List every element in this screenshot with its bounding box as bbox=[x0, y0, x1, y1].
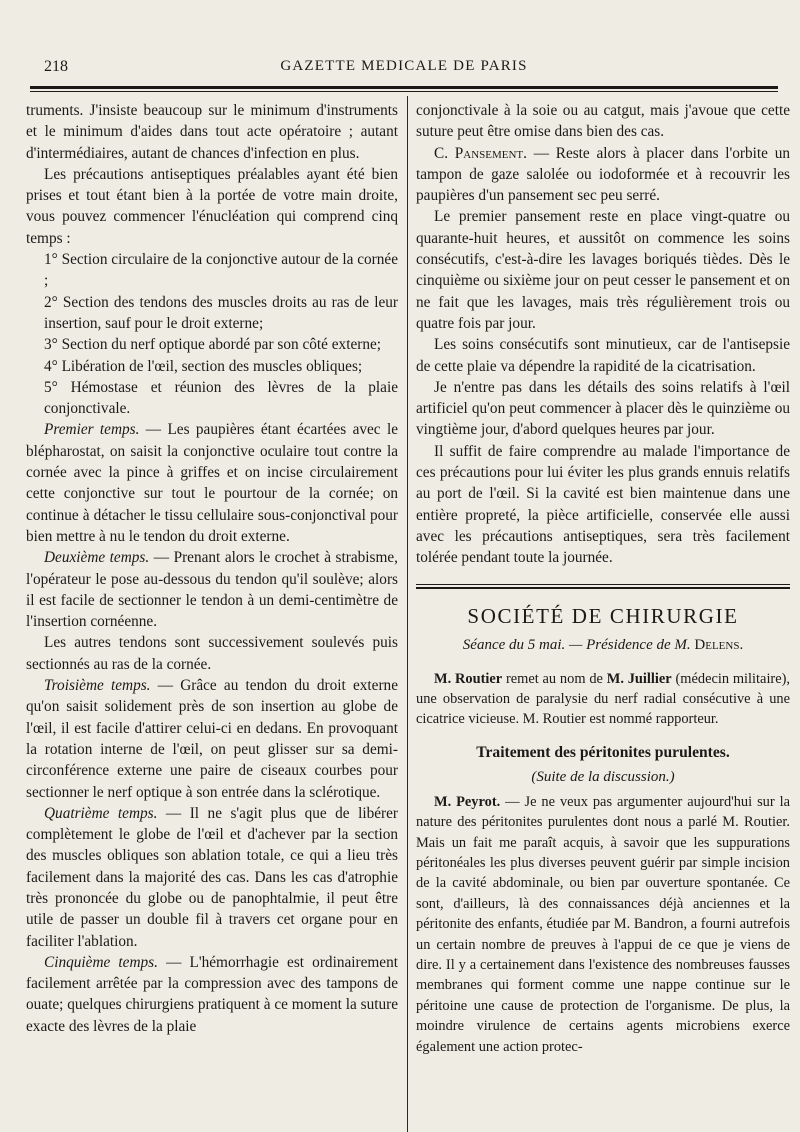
first-stage-text: — Les paupières étant écartées avec le blépharostat, on saisit la conjonctive oculaire tout contre la cornée avec la pince à griffes et on incise circulairement cette conjonctive sur tout le pourtour de la cornée; on continue à détacher le tissu cellulaire sous-conjonctival pour bien mettre à nu le tendon du droit externe. bbox=[26, 421, 398, 545]
right-column bbox=[416, 100, 790, 1057]
section-separator bbox=[416, 581, 790, 595]
paragraph: Je n'entre pas dans les détails des soins relatifs à l'œil artificiel qu'on peut commencer à placer dès le quinzième ou vingtième jour, d'abord quelques heures par jour. bbox=[416, 378, 790, 439]
pansement-text: — Reste alors à placer dans l'orbite un tampon de gaze salolée ou iodoformée et à recouvrir les paupières d'un pansement sec peu serré. bbox=[416, 144, 790, 205]
second-stage-paragraph bbox=[26, 547, 398, 632]
routier-mid: remet au nom de bbox=[502, 670, 607, 687]
third-stage-label: Troisième temps. bbox=[44, 677, 151, 695]
routier-rest: (médecin militaire), une observation de paralysie du nerf radial consécutive à une cicatrice vicieuse. M. Routier est nommé rapporteur. bbox=[416, 670, 791, 728]
fourth-stage-label: Quatrième temps. bbox=[44, 804, 158, 822]
header-rule-thin bbox=[30, 91, 778, 92]
step-3: 3° Section du nerf optique abordé par son côté externe; bbox=[44, 336, 382, 354]
fourth-stage-paragraph bbox=[26, 803, 398, 952]
fifth-stage-label: Cinquième temps. bbox=[44, 953, 158, 971]
fifth-stage-paragraph bbox=[26, 952, 398, 1037]
session-president: Delens. bbox=[694, 636, 744, 653]
step-5: 5° Hémostase et réunion des lèvres de la plaie conjonctivale. bbox=[44, 378, 398, 418]
first-stage-label: Premier temps. bbox=[44, 421, 140, 439]
juillier-name: M. Juillier bbox=[606, 670, 672, 687]
separator-line-thin bbox=[416, 584, 790, 585]
step-1: 1° Section circulaire de la conjonctive autour de la cornée ; bbox=[44, 251, 398, 290]
section-title: SOCIÉTÉ DE CHIRURGIE bbox=[467, 603, 739, 628]
first-stage-paragraph bbox=[26, 419, 398, 547]
pansement-label: C. Pansement. bbox=[434, 144, 527, 162]
paragraph: Les autres tendons sont successivement soulevés puis sectionnés au ras de la cornée. bbox=[26, 634, 398, 673]
step-2: 2° Section des tendons des muscles droits au ras de leur insertion, sauf pour le droit externe; bbox=[44, 293, 398, 332]
routier-paragraph bbox=[416, 669, 790, 730]
third-stage-text: — Grâce au tendon du droit externe qu'on saisit solidement près de son insertion au globe de l'œil, il est facile d'attirer celui-ci en dedans. En provoquant la rotation interne de l'œil, on peut glisser sur sa demi-circonférence externe une paire de ciseaux courbes pour sectionner le nerf optique à son entrée dans la sclérotique. bbox=[26, 677, 398, 801]
session-line bbox=[416, 635, 790, 655]
paragraph: truments. J'insiste beaucoup sur le minimum d'instruments et le minimum d'aides dans tout acte opératoire ; autant d'intermédiaires, autant de chances d'infection en plus. bbox=[26, 102, 398, 162]
peyrot-name: M. Peyrot. bbox=[434, 793, 501, 810]
subheading: Traitement des péritonites purulentes. bbox=[476, 743, 730, 761]
header-rule-thick bbox=[30, 86, 778, 89]
paragraph: Le premier pansement reste en place vingt-quatre ou quarante-huit heures, et aussitôt on commence les soins consécutifs, c'est-à-dire les lavages boriqués tièdes. Dès le cinquième ou sixième jour on peut cesser le pansement et on ne fait que les lavages, mais très régulièrement trois ou quatre fois par jour. bbox=[416, 208, 790, 332]
left-column bbox=[26, 100, 398, 1037]
paragraph: conjonctivale à la soie ou au catgut, mais j'avoue que cette suture peut être omise dans bien des cas. bbox=[416, 102, 790, 141]
pansement-paragraph bbox=[416, 143, 790, 207]
peyrot-text: — Je ne veux pas argumenter aujourd'hui sur la nature des péritonites purulentes dont nous a parlé M. Routier. Mais un fait me paraît acquis, à savoir que les suppurations péritonéales les plus diverses peuvent guérir par simple incision de la cavité abdominale, ou bien par ouverture spontanée. Ce sont, d'ailleurs, là des connaissances déjà anciennes et la péritonite des enfants, étudiée par M. Bandron, a fourni autrefois un certain nombre de preuves à l'appui de ce que je viens de dire. Il y a certainement dans l'existence des nombreuses fausses membranes qui forment comme une nappe continue sur le péritoine une cause de protection de l'organisme. De plus, la moindre virulence de certains agents microbiens exerce également une action protec- bbox=[416, 793, 790, 1055]
paragraph: Les précautions antiseptiques préalables ayant été bien prises et tout étant bien à la portée de votre main droite, vous pouvez commencer l'énucléation qui comprend cinq temps : bbox=[26, 165, 398, 247]
session-prefix: Séance du 5 mai. — Présidence de M. bbox=[462, 636, 695, 653]
paragraph: Les soins consécutifs sont minutieux, car de l'antisepsie de cette plaie va dépendre la rapidité de la cicatrisation. bbox=[416, 336, 790, 375]
step-4: 4° Libération de l'œil, section des muscles obliques; bbox=[44, 357, 363, 375]
separator-line-thick bbox=[416, 587, 790, 589]
peyrot-paragraph bbox=[416, 792, 790, 1057]
second-stage-label: Deuxième temps. bbox=[44, 549, 150, 567]
fourth-stage-text: — Il ne s'agit plus que de libérer complètement le globe de l'œil et d'achever par la section des muscles obliques son ablation totale, ce qui a lieu très facilement dans la majorité des cas. Dans les cas d'atrophie très prononcée du globe ou de panophtalmie, il peut être utile de passer un double fil à travers cet organe pour en faciliter l'ablation. bbox=[26, 804, 399, 950]
routier-name: M. Routier bbox=[434, 670, 503, 687]
third-stage-paragraph bbox=[26, 675, 398, 803]
column-divider bbox=[407, 96, 408, 1132]
paragraph: Il suffit de faire comprendre au malade l'importance de ces précautions pour lui éviter les plus grands ennuis relatifs au port de l'œil. Si la cavité est bien maintenue dans une entière propreté, la pièce artificielle, conservée elle aussi avec les précautions antiseptiques, sera très facilement tolérée pendant toute la journée. bbox=[416, 442, 790, 567]
fifth-stage-text: — L'hémorrhagie est ordinairement facilement arrêtée par la compression avec des tampons de ouate; quelques chirurgiens pratiquent à ce moment la suture exacte des lèvres de la plaie bbox=[26, 953, 398, 1035]
page-header bbox=[30, 52, 778, 82]
page-number: 218 bbox=[44, 58, 68, 75]
journal-title: GAZETTE MEDICALE DE PARIS bbox=[280, 58, 528, 74]
subheading-note: (Suite de la discussion.) bbox=[531, 768, 675, 785]
second-stage-text: — Prenant alors le crochet à strabisme, l'opérateur le pose au-dessous du tendon qu'il soulève; alors il est facile de sectionner le tendon à un demi-centimètre de l'insertion cornéenne. bbox=[26, 549, 398, 631]
